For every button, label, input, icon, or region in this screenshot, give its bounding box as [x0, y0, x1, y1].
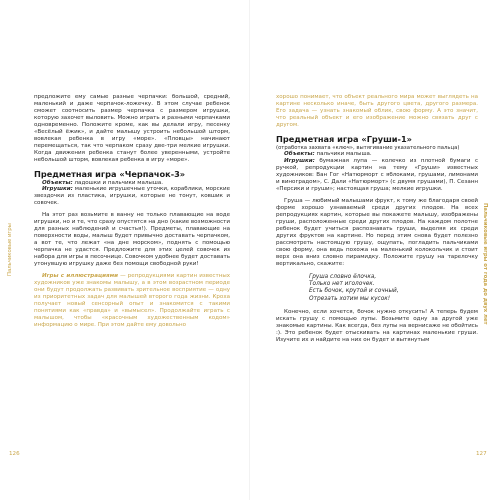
toys-label: Игрушки:: [42, 186, 73, 193]
poem-line: Груша словно ёлочка,: [309, 273, 377, 280]
right-text-column: [276, 94, 478, 344]
game-toys-line: [34, 186, 230, 207]
right-page: [250, 0, 500, 500]
right-running-head: Пальчиковые игры от года до двух лет: [482, 203, 488, 325]
left-paragraph-3: [34, 273, 230, 329]
toys-label-right: Игрушки:: [284, 158, 315, 165]
poem-line: Отрезать хотим мы кусок!: [309, 295, 391, 302]
objects-text: ладошки и пальчики малыша.: [72, 179, 164, 186]
game-title-cherpachok: Предметная игра «Черпачок-3»: [34, 168, 186, 179]
illustrations-lead: Игры с иллюстрациями: [42, 272, 118, 279]
right-page-number: 127: [476, 451, 487, 457]
left-paragraph-2: На этот раз возьмите в ванну не только плавающие на воде игрушки, но и те, что сразу опустятся на дно (какие возможности для разных наблюдений и счастья!). Предметы, плавающие на поверхности воды, малыш будет привычно доставать черпачком, а вот те, что лежат «на дне морском», поднять с помощью черпачка не удастся. Предложите для этих целей совочек из набора для игры в песочнице. Совочком удобнее будет доставать утонувшую игрушку даже без помощи свободной руки!: [34, 212, 230, 268]
objects-text-right: пальчики малыша.: [314, 151, 372, 158]
game-toys-line-right: [276, 158, 478, 193]
game-subnote: (отработка захвата «ключ», вытягивание указательного пальца): [276, 144, 460, 151]
objects-label: Объекты:: [42, 179, 73, 186]
toys-text-right: бумажная лупа — колечко из плотной бумаги с ручкой, репродукции картин на тему «Груши» известных художников: Ван Гог «Натюрморт с яблоками, грушами, лимонами и виноградом», С. Дали «Натюрморт» (с двумя грушами), П. Сезанн «Персики и груши»; настоящая груша; мелкие игрушки.: [276, 158, 478, 193]
poem-line: Есть бочок, крутой и сочный,: [309, 288, 399, 295]
game-title-grushi: Предметная игра «Груши-1»: [276, 133, 412, 144]
right-paragraph-1: хорошо понимает, что объект реального мира может выглядеть на картине несколько иначе, быть другого цвета, другого размера. Его задача — узнать знакомый облик, свою форму. А это значит, что реальный объект и его изображение можно связать друг с другом.: [276, 94, 478, 128]
objects-label-right: Объекты:: [284, 151, 315, 158]
toys-text: маленькие игрушечные уточки, кораблики, морские звездочки из пластика, игрушки, которые не тонут, ковшик и совочек.: [34, 186, 230, 207]
left-paragraph-1: предложите ему самые разные черпачки: большой, средний, маленький и даже черпачок-ложечку. В этом случае ребенок сможет соотносить размер черпачка с размером игрушки, которую захочет выловить. Можно играть и разными черпачками одновременно. Положите кроме, как вы делали игру, песенку «Весёлый ёжик», и дайте малышу устроить небольшой шторм, вовлекая ребенка в игру «море». «Пловцы» начинают перемещаться, так что черпаком сразу две-три мелкие игрушки. Когда движения ребенка станут более уверенными, устройте небольшой шторм, вовлекая ребенка в игру «море».: [34, 94, 230, 163]
pear-poem: [309, 274, 478, 303]
left-running-head: Пальчиковые игры: [7, 223, 13, 276]
right-paragraph-2: Груша — любимый малышами фрукт, к тому же благодаря своей форме хорошо узнаваемый среди других плодов. На всех репродукциях картин, которые вы покажете малышу, изображены груши, расположенные среди других плодов. На каждом полотне ребенок будет учиться распознавать груши, выделяя их среди других фруктов на картине. Но перед этим снова будет полезно рассмотреть настоящую грушу, ощупать, погладить пальчиками свою форму, она ведь похожа на маленький колокольчик и стоит верх она вниз словно пирамидку. Положите грушу на тарелочку вертикально, скажите:: [276, 198, 478, 267]
illustrations-text: — репродукциями картин известных художников уже знакомы малышу, а в этом возрастном периоде они будут продолжать развивать зрительное восприятие — одну из приоритетных задач для малышей второго года жизни. Кроха получает новый сенсорный опыт и знакомится с такими понятиями как «правда» и «вымысел». Продолжайте играть с малышом, чтобы «красочным художественным кодом» информацию о мире. При этом дайте ему довольно: [34, 272, 231, 328]
left-text-column: [34, 94, 230, 329]
left-page-number: 126: [9, 451, 20, 457]
game-objects-line: [34, 180, 230, 187]
poem-line: Только нет иголочек.: [309, 280, 375, 287]
right-paragraph-3: Конечно, если хочется, бочок нужно откусить! А теперь будем искать грушу с помощью лупы. Возьмите одну за другой уже знакомые картины. Как всегда, без лупы на вернисаже не обойтись :). Это ребенок будет отыскивать на картинах маленькие груши. Изучите их и найдите на них он будет и вытянутым: [276, 308, 478, 343]
